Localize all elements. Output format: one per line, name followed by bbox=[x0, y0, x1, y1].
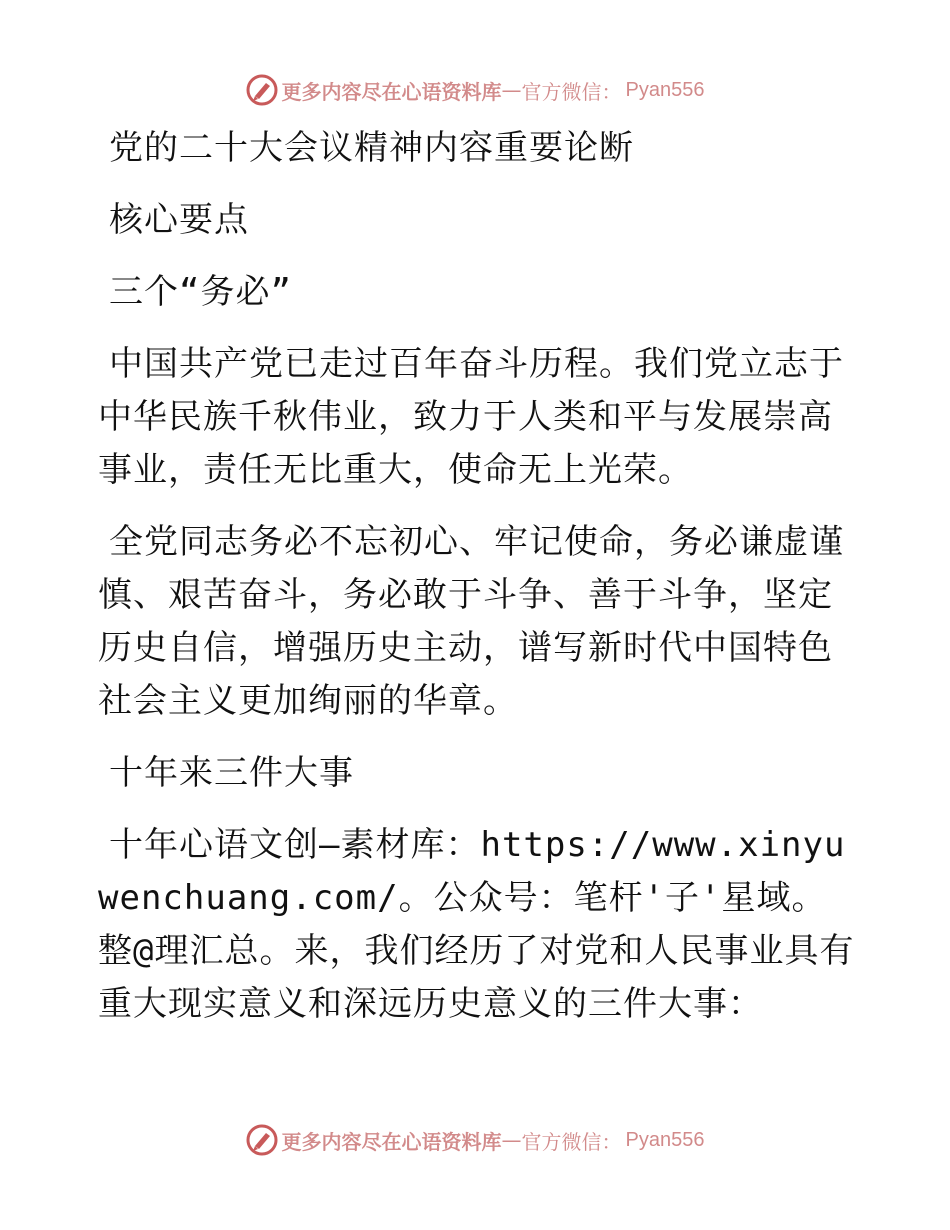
footer-banner bbox=[0, 1120, 950, 1160]
paragraph-ten-years: 十年心语文创—素材库：https://www.xinyuwenchuang.com/。公众号：笔杆'子'星域。整@理汇总。来，我们经历了对党和人民事业具有重大现实意义和深远历史意义的三件大事： bbox=[98, 825, 855, 1024]
banner-dash: — bbox=[501, 78, 522, 102]
banner-site-text: 更多内容尽在心语资料库 bbox=[281, 79, 502, 104]
banner-dash: — bbox=[501, 1128, 522, 1152]
header-banner bbox=[0, 70, 950, 110]
banner-wechat-id: Pyan556 bbox=[625, 78, 705, 101]
section-heading-core: 核心要点 bbox=[109, 200, 249, 240]
logo-icon bbox=[246, 1124, 278, 1156]
paragraph-musts: 全党同志务必不忘初心、牢记使命，务必谦虚谨慎、艰苦奋斗，务必敢于斗争、善于斗争，坚定历史自信，增强历史主动，谱写新时代中国特色社会主义更加绚丽的华章。 bbox=[98, 522, 844, 721]
section-heading-three-musts: 三个“务必” bbox=[109, 272, 292, 312]
document-title: 党的二十大会议精神内容重要论断 bbox=[109, 128, 634, 168]
paragraph-history: 中国共产党已走过百年奋斗历程。我们党立志于中华民族千秋伟业，致力于人类和平与发展崇高事业，责任无比重大，使命无上光荣。 bbox=[98, 344, 844, 490]
logo-icon bbox=[246, 74, 278, 106]
banner-wechat-label: 官方微信： bbox=[521, 79, 622, 104]
banner-site-text: 更多内容尽在心语资料库 bbox=[281, 1129, 502, 1154]
banner-wechat-label: 官方微信： bbox=[521, 1129, 622, 1154]
document-body bbox=[98, 122, 858, 1050]
section-heading-ten-years: 十年来三件大事 bbox=[109, 753, 354, 793]
banner-wechat-id: Pyan556 bbox=[625, 1128, 705, 1151]
